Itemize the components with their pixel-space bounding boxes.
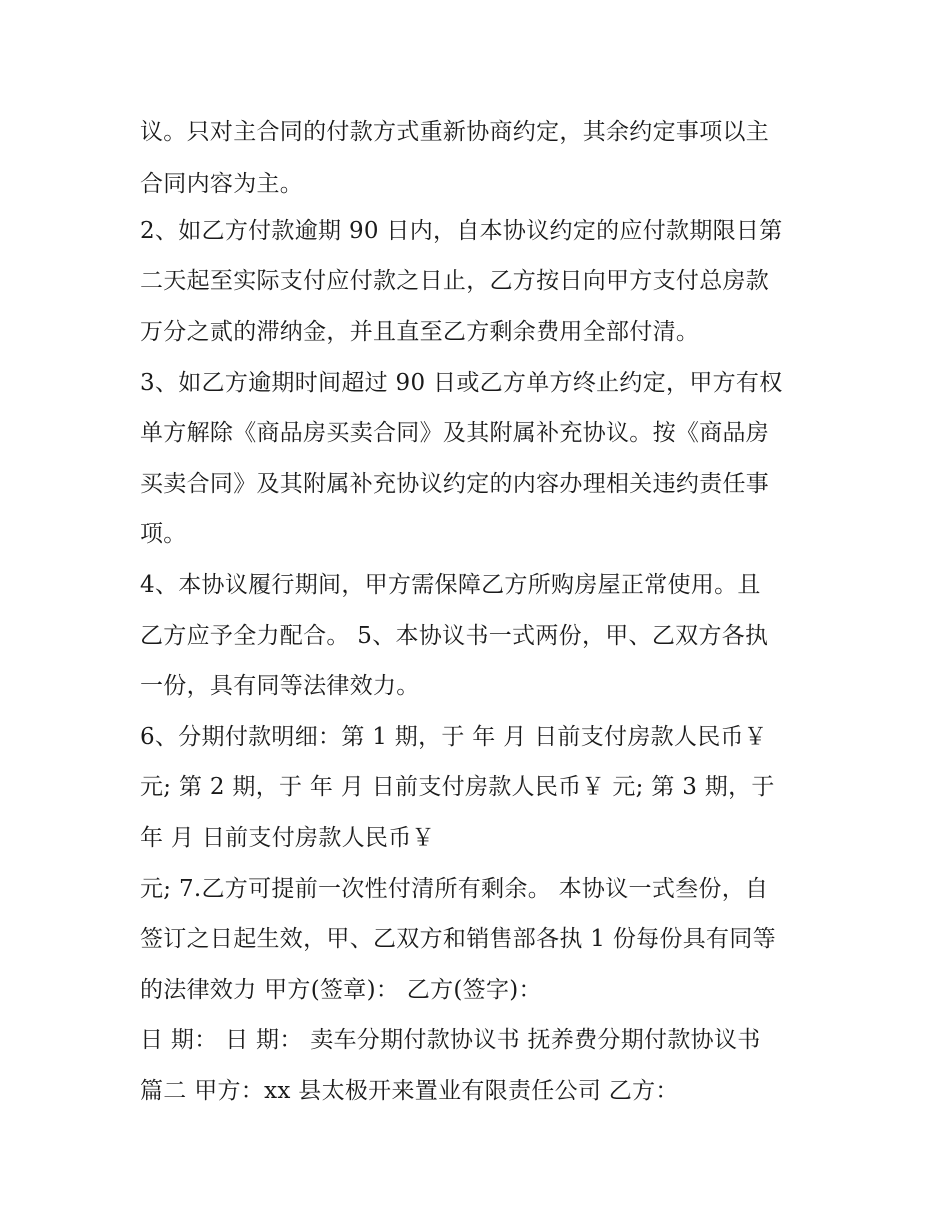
text-line-19: 日 期： 日 期： 卖车分期付款协议书 抚养费分期付款协议书 — [140, 1027, 761, 1053]
text-line-17: 签订之日起生效，甲、乙双方和销售部各执 1 份每份具有同等 — [140, 926, 776, 952]
text-line-13: 6、分期付款明细：第 1 期，于 年 月 日前支付房款人民币￥ — [140, 724, 768, 750]
text-line-14: 元; 第 2 期，于 年 月 日前支付房款人民币￥ 元; 第 3 期，于 — [140, 774, 775, 800]
text-line-9: 项。 — [140, 521, 187, 547]
text-line-16: 元; 7.乙方可提前一次性付清所有剩余。 本协议一式叁份，自 — [140, 876, 769, 902]
text-line-10: 4、本协议履行期间，甲方需保障乙方所购房屋正常使用。且 — [140, 572, 761, 598]
text-line-3: 2、如乙方付款逾期 90 日内，自本协议约定的应付款期限日第 — [140, 218, 783, 244]
text-line-20: 篇二 甲方：xx 县太极开来置业有限责任公司 乙方： — [140, 1078, 679, 1104]
text-line-2: 合同内容为主。 — [140, 171, 304, 197]
text-line-1: 议。只对主合同的付款方式重新协商约定，其余约定事项以主 — [140, 119, 770, 145]
text-line-15: 年 月 日前支付房款人民币￥ — [140, 825, 435, 851]
text-line-7: 单方解除《商品房买卖合同》及其附属补充协议。按《商品房 — [140, 420, 770, 446]
text-line-12: 一份，具有同等法律效力。 — [140, 673, 420, 699]
text-line-4: 二天起至实际支付应付款之日止，乙方按日向甲方支付总房款 — [140, 268, 770, 294]
text-line-8: 买卖合同》及其附属补充协议约定的内容办理相关违约责任事 — [140, 471, 770, 497]
text-line-6: 3、如乙方逾期时间超过 90 日或乙方单方终止约定，甲方有权 — [140, 370, 783, 396]
text-line-11: 乙方应予全力配合。 5、本协议书一式两份，甲、乙双方各执 — [140, 623, 769, 649]
text-line-18: 的法律效力 甲方(签章)： 乙方(签字)： — [140, 977, 542, 1003]
text-line-5: 万分之贰的滞纳金，并且直至乙方剩余费用全部付清。 — [140, 319, 700, 345]
